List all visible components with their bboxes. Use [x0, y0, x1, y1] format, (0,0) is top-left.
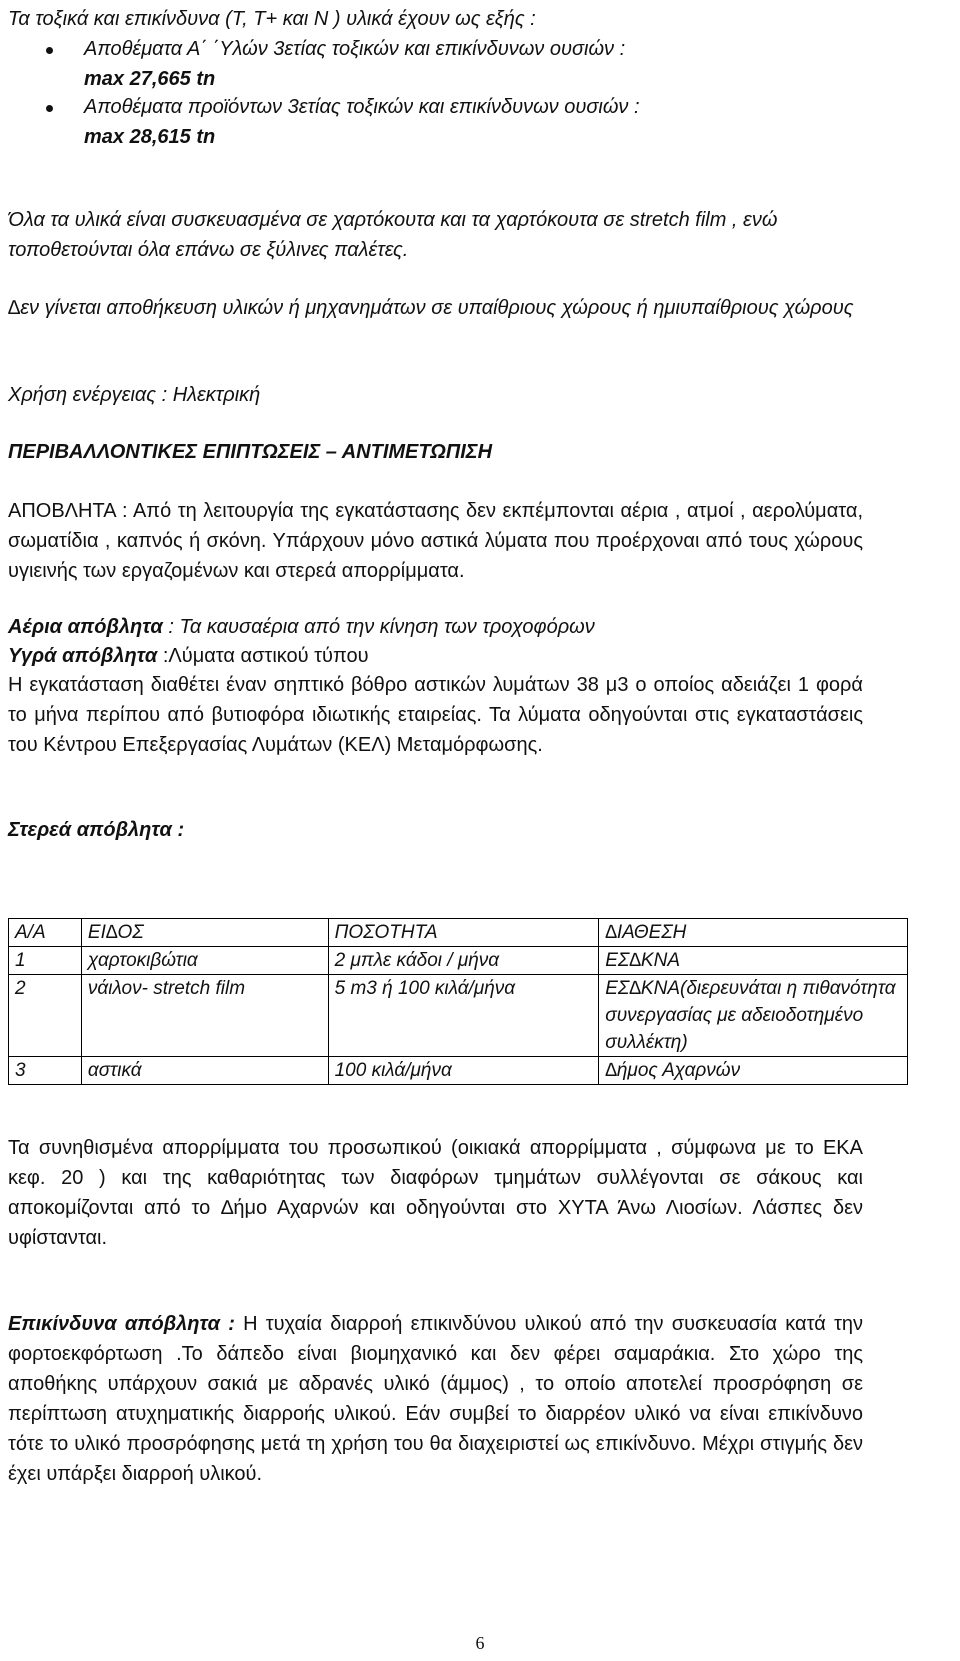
bullet-dot-icon	[46, 47, 53, 54]
air-waste-line	[8, 612, 863, 642]
table-cell: 1	[9, 947, 82, 975]
table-header-cell: ∆ΙΑΘΕΣΗ	[599, 919, 908, 947]
intro-text: Τα τοξικά και επικίνδυνα (Τ, Τ+ και Ν ) υλικά έχουν ως εξής :	[8, 8, 536, 30]
table-cell: 100 κιλά/μήνα	[328, 1057, 599, 1085]
municipal-waste-paragraph: Τα συνηθισμένα απορρίμματα του προσωπικού (οικιακά απορρίμματα , σύμφωνα με το ΕΚΑ κεφ. 20 ) και της καθαριότητας των διαφόρων τμημάτων συλλέγονται σε σάκους και αποκομίζονται από το ∆ήμο Αχαρνών και οδηγούνται στο ΧΥΤΑ Άνω Λιοσίων. Λάσπες δεν υφίστανται.	[8, 1137, 863, 1249]
table-cell: ∆ήμος Αχαρνών	[599, 1057, 908, 1085]
table-cell: 3	[9, 1057, 82, 1085]
table-row	[9, 975, 908, 1057]
air-waste-label: Αέρια απόβλητα	[8, 616, 163, 638]
septic-paragraph: Η εγκατάσταση διαθέτει έναν σηπτικό βόθρο αστικών λυμάτων 38 μ3 ο οποίος αδειάζει 1 φορά το μήνα περίπου από βυτιοφόρα ιδιωτικής εταιρείας. Τα λύματα οδηγούνται στις εγκαταστάσεις του Κέντρου Επεξεργασίας Λυμάτων (ΚΕΛ) Μεταμόρφωσης.	[8, 674, 863, 756]
bullet-text: Αποθέματα Α΄ ΄Υλών 3ετίας τοξικών και επικίνδυνων ουσιών :	[84, 38, 626, 60]
page-number: 6	[475, 1633, 485, 1653]
hazardous-waste-label: Επικίνδυνα απόβλητα :	[8, 1313, 235, 1335]
storage-paragraph: ∆εν γίνεται αποθήκευση υλικών ή μηχανημάτων σε υπαίθριους χώρους ή ημιυπαίθριους χώρους	[8, 297, 854, 319]
liquid-waste-label: Υγρά απόβλητα	[8, 645, 158, 667]
table-row	[9, 1057, 908, 1085]
table-header-cell: Α/Α	[9, 919, 82, 947]
table-cell: 2 μπλε κάδοι / μήνα	[328, 947, 599, 975]
table-cell: αστικά	[81, 1057, 328, 1085]
table-cell: ΕΣ∆ΚΝΑ	[599, 947, 908, 975]
air-waste-text: : Τα καυσαέρια από την κίνηση των τροχοφόρων	[162, 616, 595, 638]
bullet-value: max 27,665 tn	[84, 68, 216, 90]
bullet-text: Αποθέματα προϊόντων 3ετίας τοξικών και επικίνδυνων ουσιών :	[84, 96, 640, 118]
liquid-waste-text: :Λύματα αστικού τύπου	[157, 645, 369, 667]
solid-waste-heading: Στερεά απόβλητα :	[8, 819, 185, 841]
solid-waste-table	[8, 918, 908, 1085]
energy-line: Χρήση ενέργειας : Ηλεκτρική	[8, 384, 261, 406]
liquid-waste-line	[8, 641, 863, 671]
table-cell: νάιλον- stretch film	[81, 975, 328, 1057]
section-heading: ΠΕΡΙΒΑΛΛΟΝΤΙΚΕΣ ΕΠΙΠΤΩΣΕΙΣ – ΑΝΤΙΜΕΤΩΠΙΣΗ	[8, 441, 493, 463]
bullet-dot-icon	[46, 105, 53, 112]
table-row	[9, 947, 908, 975]
table-header-cell: ΠΟΣΟΤΗΤΑ	[328, 919, 599, 947]
hazardous-waste-text: Η τυχαία διαρροή επικινδύνου υλικού από την συσκευασία κατά την φορτοεκφόρτωση .Το δάπεδο είναι βιομηχανικό και δεν φέρει σαμαράκια. Στο χώρο της αποθήκης υπάρχουν σακιά με αδρανές υλικό (άμμος) , το οποίο αποτελεί προσρόφηση σε περίπτωση ατυχηματικής διαρροής υλικού. Εάν συμβεί το διαρρέον υλικό να είναι επικίνδυνο τότε το υλικό προσρόφησης μετά τη χρήση του θα διαχειριστεί ως επικίνδυνο. Μέχρι στιγμής δεν έχει υπάρξει διαρροή υλικού.	[8, 1313, 863, 1485]
table-cell: 2	[9, 975, 82, 1057]
table-cell: ΕΣ∆ΚΝΑ(διερευνάται η πιθανότητα συνεργασίας με αδειοδοτημένο συλλέκτη)	[599, 975, 908, 1057]
table-header-cell: ΕΙ∆ΟΣ	[81, 919, 328, 947]
table-cell: 5 m3 ή 100 κιλά/μήνα	[328, 975, 599, 1057]
packaging-paragraph: Όλα τα υλικά είναι συσκευασμένα σε χαρτόκουτα και τα χαρτόκουτα σε stretch film , ενώ τοποθετούνται όλα επάνω σε ξύλινες παλέτες.	[8, 209, 778, 261]
table-header-row	[9, 919, 908, 947]
bullet-value: max 28,615 tn	[84, 126, 216, 148]
hazardous-waste-paragraph	[8, 1309, 863, 1489]
waste-intro-paragraph: ΑΠΟΒΛΗΤΑ : Από τη λειτουργία της εγκατάστασης δεν εκπέμπονται αέρια , ατμοί , αερολύματα, σωματίδια , καπνός ή σκόνη. Υπάρχουν μόνο αστικά λύματα που προέρχοναι από τους χώρους υγιεινής των εργαζομένων και στερεά απορρίμματα.	[8, 500, 863, 582]
table-cell: χαρτοκιβώτια	[81, 947, 328, 975]
